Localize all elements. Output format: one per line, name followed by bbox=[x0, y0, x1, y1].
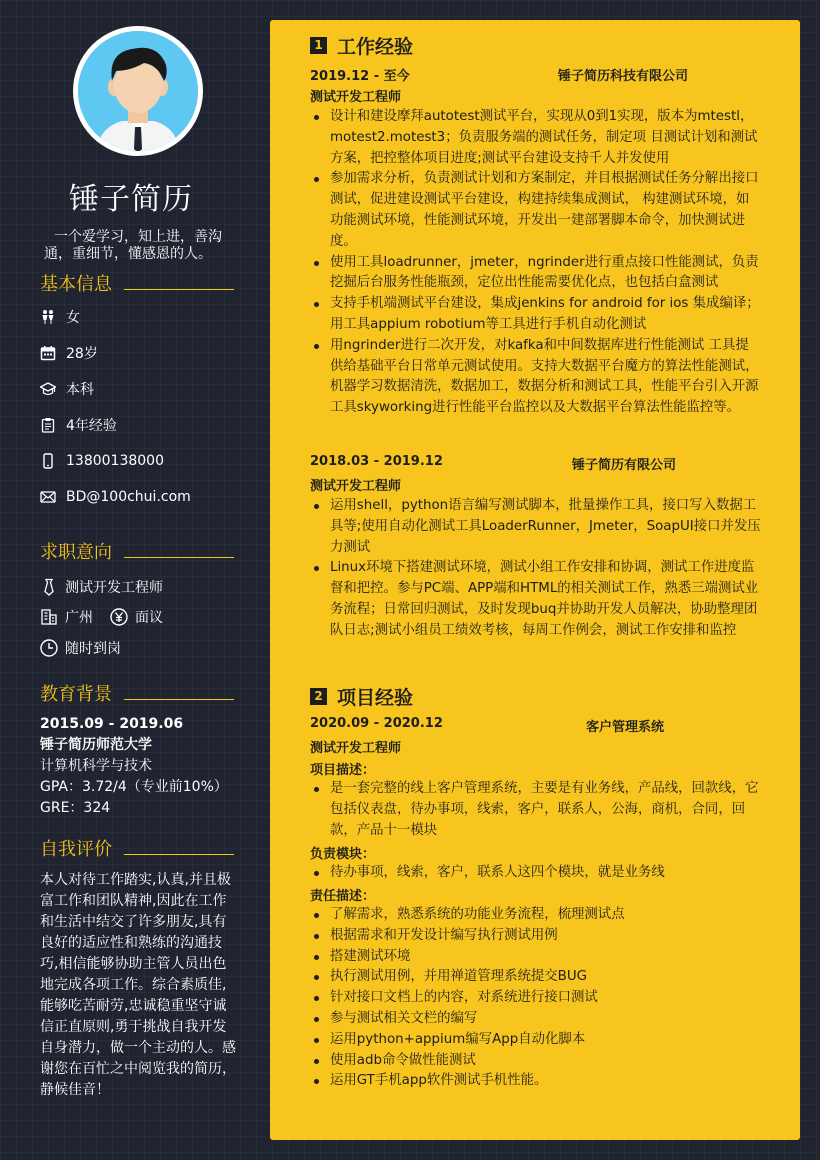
job-2-role: 测试开发工程师 bbox=[310, 479, 402, 494]
yen-icon bbox=[110, 608, 128, 626]
list-item: 搭建测试环境 bbox=[310, 947, 762, 968]
job-intention-title: 求职意向 bbox=[40, 538, 234, 564]
section-number: 1 bbox=[310, 37, 327, 54]
list-item: 待办事项，线索，客户，联系人这四个模块，就是业务线 bbox=[310, 863, 762, 884]
list-item: 是一套完整的线上客户管理系统，主要是有业务线，产品线，回款线，它包括仪表盘，待办事项，线索，客户，联系人，公海，商机，合同，回款，产品十一模块 bbox=[310, 779, 762, 841]
gender-row: 女 bbox=[40, 307, 80, 327]
list-item: 参加需求分析，负责测试计划和方案制定，并目根据测试任务分解出接口测试，促进建设测试平台建设，构建持续集成测试， 构建测试环境，如功能测试环境，性能测试环境，开发出一建部署脚本命令，加快测试进度。 bbox=[310, 169, 762, 252]
degree-row: 本科 bbox=[40, 379, 94, 399]
education-major: 计算机科学与技术 bbox=[40, 758, 152, 774]
calendar-icon bbox=[40, 345, 56, 361]
list-item: 了解需求，熟悉系统的功能业务流程，梳理测试点 bbox=[310, 905, 762, 926]
project-description-bullets bbox=[310, 779, 762, 841]
avatar-illustration bbox=[78, 31, 198, 151]
job-2-period: 2018.03 - 2019.12 bbox=[310, 454, 443, 469]
main-panel bbox=[270, 20, 800, 1140]
list-item: 针对接口文档上的内容，对系统进行接口测试 bbox=[310, 988, 762, 1009]
email-icon bbox=[40, 489, 56, 505]
job-2-header bbox=[310, 454, 770, 474]
education-title: 教育背景 bbox=[40, 680, 234, 706]
project-name: 客户管理系统 bbox=[586, 720, 665, 735]
project-description-label: 项目描述： bbox=[310, 763, 376, 778]
module-label: 负责模块： bbox=[310, 847, 376, 862]
module-bullets bbox=[310, 863, 762, 884]
email-row: BD@100chui.com bbox=[40, 487, 191, 507]
list-item: 运用python+appium编写App自动化脚本 bbox=[310, 1030, 762, 1051]
candidate-name: 锤子简历 bbox=[69, 182, 193, 217]
city-row: 广州 bbox=[40, 607, 93, 627]
project-role: 测试开发工程师 bbox=[310, 741, 402, 756]
job-1-company: 锤子简历科技有限公司 bbox=[558, 69, 689, 84]
sidebar bbox=[0, 0, 262, 1160]
job-1-header bbox=[310, 65, 770, 85]
avatar bbox=[73, 26, 203, 156]
education-block bbox=[40, 714, 240, 819]
duty-label: 责任描述： bbox=[310, 889, 376, 904]
list-item: 运用shell，python语言编写测试脚本，批量操作工具，接口写入数据工具等;使用自动化测试工具LoaderRunner，Jmeter，SoapUI接口并发压力测试 bbox=[310, 496, 762, 558]
list-item: 用ngrinder进行二次开发，对kafka和中间数据库进行性能测试 工具提供给基础平台日常单元测试使用。支持大数据平台魔方的算法性能测试，机器学习数据清洗，数据加工，数据分析和测试工具，性能平台引入开源工具skyworking进行性能平台监控以及大数据平台算法性能监控等。 bbox=[310, 336, 762, 419]
project-experience-title: 2 项目经验 bbox=[310, 683, 413, 710]
clipboard-icon bbox=[40, 417, 56, 433]
list-item: 参与测试相关文栏的编写 bbox=[310, 1009, 762, 1030]
list-item: 根据需求和开发设计编写执行测试用例 bbox=[310, 926, 762, 947]
salary-row: 面议 bbox=[110, 607, 163, 627]
self-evaluation-text: 本人对待工作踏实,认真,并且极富工作和团队精神,因此在工作和生活中结交了许多朋友,具有良好的适应性和熟练的沟通技巧,相信能够协助主管人员出色地完成各项工作。综合素质佳,能够吃苦耐劳,忠诚稳重坚守诚信正直原则,勇于挑战自我开发自身潜力，做一个主动的人。感谢您在百忙之中阅览我的简历，静候佳音！ bbox=[40, 872, 236, 1098]
tie-icon bbox=[40, 578, 58, 596]
building-icon bbox=[40, 608, 58, 626]
section-number: 2 bbox=[310, 688, 327, 705]
availability-row: 随时到岗 bbox=[40, 638, 121, 658]
education-school: 锤子简历师范大学 bbox=[40, 737, 152, 753]
clock-icon bbox=[40, 639, 58, 657]
basic-info-title: 基本信息 bbox=[40, 270, 234, 296]
gender-icon bbox=[40, 309, 56, 325]
duty-bullets bbox=[310, 905, 762, 1092]
list-item: 设计和建设摩拜autotest测试平台，实现从0到1实现，版本为mtestl，motest2.motest3；负责服务端的测试任务，制定项 目测试计划和测试方案，把控整体项目进度;测试平台建设支持千人并发使用 bbox=[310, 107, 762, 169]
job-1-period: 2019.12 - 至今 bbox=[310, 69, 410, 84]
candidate-motto: 一个爱学习，知上进，善沟通，重细节，懂感恩的人。 bbox=[44, 229, 222, 262]
experience-row: 4年经验 bbox=[40, 415, 117, 435]
work-experience-title: 1 工作经验 bbox=[310, 32, 413, 59]
education-period: 2015.09 - 2019.06 bbox=[40, 716, 184, 732]
phone-row: 13800138000 bbox=[40, 451, 164, 471]
education-gre: GRE：324 bbox=[40, 800, 111, 816]
list-item: Linux环境下搭建测试环境，测试小组工作安排和协调，测试工作进度监督和把控。参与PC端、APP端和HTML的相关测试工作，熟悉三端测试业务流程；日常回归测试，及时发现buq并协助开发人员解决，协助整理团队日志;测试小组员工绩效考核，每周工作例会，测试工作安排和监控 bbox=[310, 558, 762, 641]
job-1-role: 测试开发工程师 bbox=[310, 90, 402, 105]
graduation-cap-icon bbox=[40, 381, 56, 397]
position-row: 测试开发工程师 bbox=[40, 577, 163, 597]
project-header bbox=[310, 716, 770, 736]
list-item: 运用GT手机app软件测试手机性能。 bbox=[310, 1071, 762, 1092]
list-item: 支持手机端测试平台建设，集成jenkins for android for ios 集成编译；用工具appium robotium等工具进行手机自动化测试 bbox=[310, 294, 762, 336]
job-2-bullets bbox=[310, 496, 762, 642]
education-gpa: GPA：3.72/4（专业前10%） bbox=[40, 779, 228, 795]
age-row: 28岁 bbox=[40, 343, 98, 363]
list-item: 使用adb命令做性能测试 bbox=[310, 1051, 762, 1072]
phone-icon bbox=[40, 453, 56, 469]
job-1-bullets bbox=[310, 107, 762, 419]
list-item: 执行测试用例，并用禅道管理系统提交BUG bbox=[310, 967, 762, 988]
self-evaluation-title: 自我评价 bbox=[40, 835, 234, 861]
job-2-company: 锤子简历有限公司 bbox=[572, 458, 677, 473]
project-period: 2020.09 - 2020.12 bbox=[310, 716, 443, 731]
list-item: 使用工具loadrunner，jmeter，ngrinder进行重点接口性能测试，负责挖掘后台服务性能瓶颈，定位出性能需要优化点，也包括白盒测试 bbox=[310, 253, 762, 295]
